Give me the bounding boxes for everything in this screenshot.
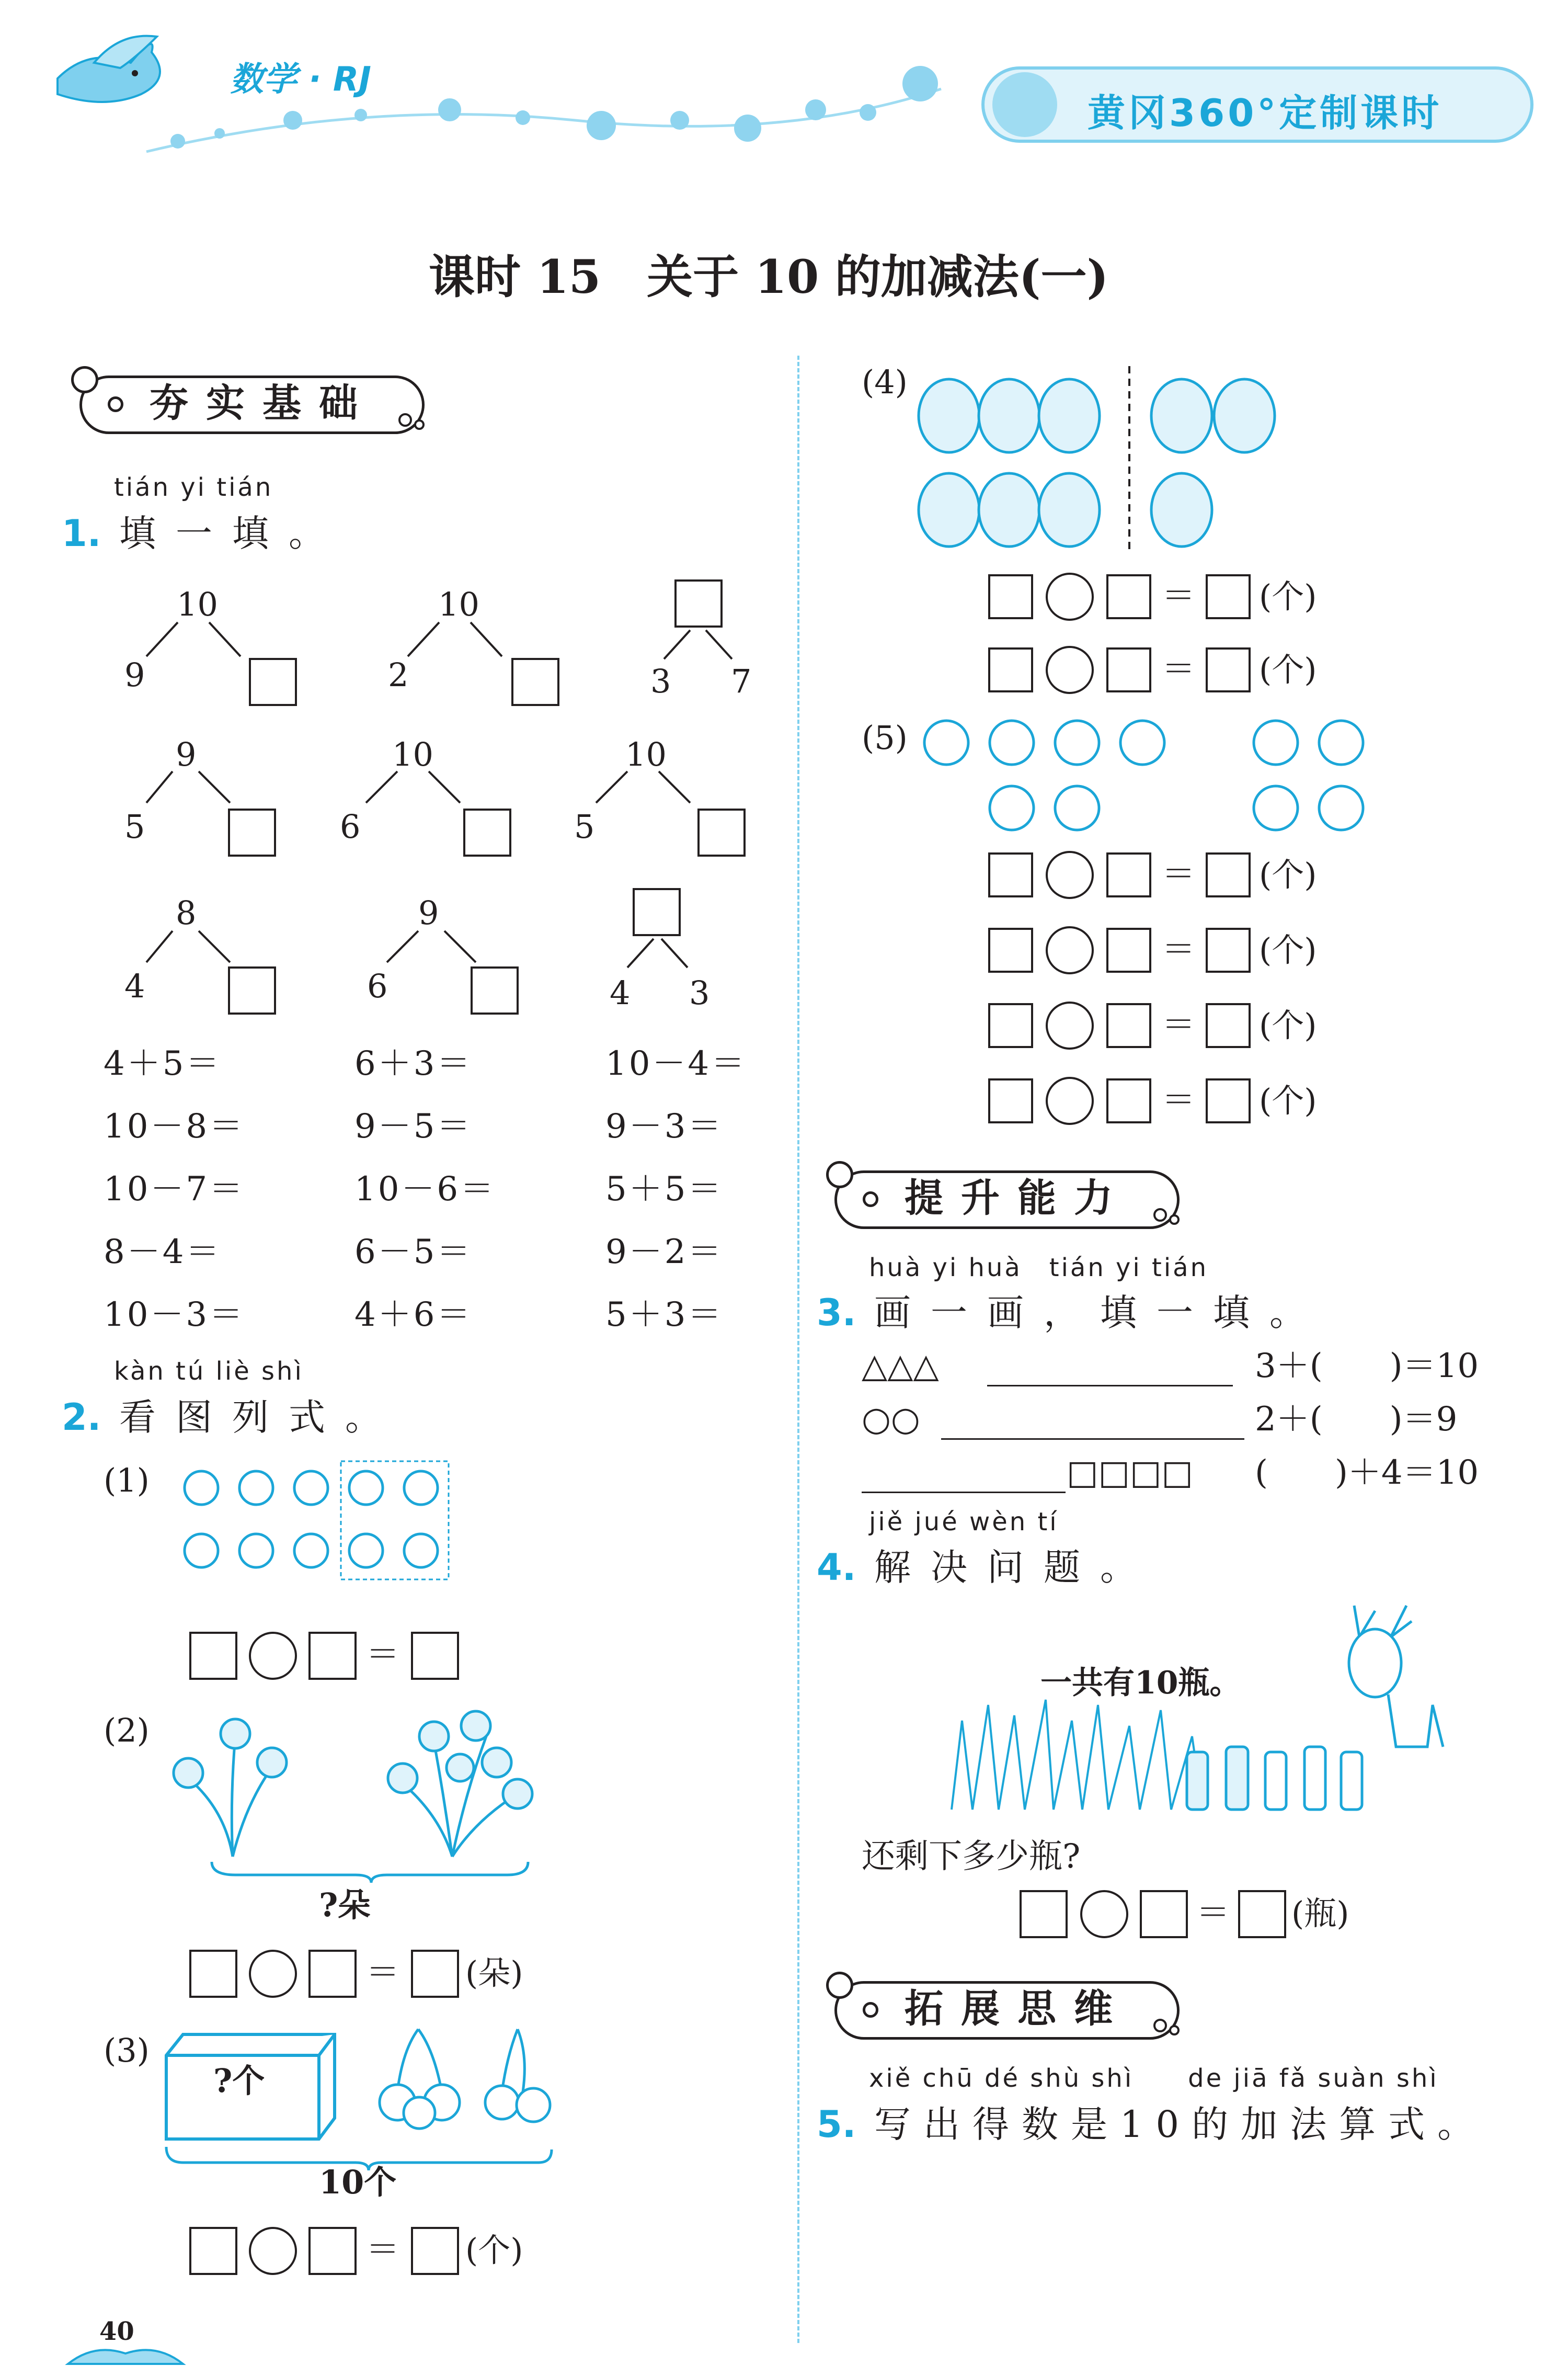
bond-right: 3: [689, 974, 710, 1012]
equals-sign: ＝: [1162, 1006, 1197, 1044]
equation: 2＋( )＝9: [1255, 1400, 1458, 1439]
bond-left: 6: [340, 807, 361, 846]
answer-box[interactable]: [308, 1950, 357, 1998]
equals-sign: ＝: [1162, 855, 1197, 894]
header-subject: 数学 · RJ: [230, 60, 371, 99]
equation: 3＋( )＝10: [1255, 1347, 1479, 1385]
operator-circle[interactable]: [1046, 573, 1094, 621]
equation: 5＋5＝: [605, 1170, 724, 1209]
answer-box[interactable]: [988, 928, 1033, 973]
equals-sign: ＝: [1162, 930, 1197, 969]
equals-sign: ＝: [366, 1635, 402, 1674]
answer-box[interactable]: [249, 658, 297, 706]
answer-line[interactable]: [941, 1438, 1244, 1440]
equation: 5＋3＝: [605, 1295, 724, 1334]
page-title: 课时 15 关于 10 的加减法(一): [429, 249, 1109, 304]
q1-pinyin: tián yi tián: [114, 473, 273, 502]
equals-sign: ＝: [1162, 650, 1197, 689]
part-label: (4): [862, 363, 908, 401]
operator-circle[interactable]: [249, 1632, 297, 1680]
equation: 6＋3＝: [354, 1044, 473, 1083]
answer-box[interactable]: [1206, 647, 1251, 692]
answer-box[interactable]: [308, 1632, 357, 1680]
operator-circle[interactable]: [1046, 1077, 1094, 1125]
watermelons-illustration: [910, 356, 1307, 560]
unit-label: (个): [1259, 1006, 1317, 1044]
equation: 10－3＝: [104, 1295, 245, 1334]
q2-text: 看图列式。: [119, 1396, 402, 1439]
answer-line[interactable]: [987, 1385, 1233, 1386]
bond-top: 9: [418, 894, 439, 932]
operator-circle[interactable]: [1046, 1002, 1094, 1050]
operator-circle[interactable]: [249, 2227, 297, 2275]
answer-box[interactable]: [988, 1003, 1033, 1048]
answer-box[interactable]: [228, 966, 276, 1015]
equation: 10－4＝: [605, 1044, 747, 1083]
equals-sign: ＝: [366, 1953, 402, 1992]
answer-box[interactable]: [511, 658, 559, 706]
answer-box[interactable]: [1140, 1890, 1188, 1938]
unit-label: (瓶): [1291, 1894, 1349, 1932]
bond-left: 4: [124, 967, 145, 1005]
section-header-extend: [826, 1972, 1192, 2045]
answer-box[interactable]: [1106, 1003, 1151, 1048]
bond-left: 5: [124, 807, 145, 846]
operator-circle[interactable]: [249, 1950, 297, 1998]
bond-left: 5: [574, 807, 595, 846]
shapes-row: ○○: [862, 1400, 920, 1439]
answer-box[interactable]: [1106, 1078, 1151, 1123]
bond-top: 8: [176, 894, 197, 932]
equation: 4＋6＝: [354, 1295, 473, 1334]
answer-box[interactable]: [228, 809, 276, 857]
bond-top: 9: [176, 735, 197, 774]
section-label: 夯实基础: [150, 381, 375, 426]
answer-box[interactable]: [1020, 1890, 1068, 1938]
unit-label: (朵): [465, 1954, 523, 1992]
bond-left: 3: [650, 662, 671, 700]
q5-number: 5.: [817, 2103, 856, 2146]
bond-left: 6: [367, 967, 388, 1005]
part-label: (1): [104, 1461, 150, 1499]
q4-pinyin: jiě jué wèn tí: [869, 1507, 1059, 1537]
answer-box[interactable]: [988, 852, 1033, 897]
part-label: (3): [104, 2031, 150, 2069]
speech-text: 一共有10瓶。: [1040, 1665, 1241, 1701]
answer-box[interactable]: [189, 2227, 237, 2275]
grass-bottles-illustration: [941, 1600, 1464, 1820]
equation: 9－2＝: [605, 1233, 724, 1271]
answer-box[interactable]: [189, 1950, 237, 1998]
equation: ( )＋4＝10: [1255, 1453, 1479, 1492]
q4-number: 4.: [817, 1546, 856, 1589]
answer-box[interactable]: [463, 809, 511, 857]
unit-label: (个): [1259, 651, 1317, 689]
part-label: (2): [104, 1711, 150, 1749]
bond-top: 10: [177, 585, 218, 623]
equation: 6－5＝: [354, 1233, 473, 1271]
answer-box[interactable]: [697, 809, 746, 857]
q3-pinyin: huà yi huà tián yi tián: [869, 1253, 1209, 1282]
q3-text: 画一画，填一填。: [874, 1291, 1326, 1334]
equals-sign: ＝: [1162, 1081, 1197, 1120]
answer-box[interactable]: [1206, 852, 1251, 897]
bond-left: 2: [388, 656, 409, 694]
answer-box[interactable]: [1206, 1003, 1251, 1048]
answer-box[interactable]: [633, 888, 681, 936]
operator-circle[interactable]: [1046, 851, 1094, 899]
operator-circle[interactable]: [1046, 926, 1094, 974]
operator-circle[interactable]: [1046, 646, 1094, 694]
box-unknown-label: ?个: [213, 2062, 265, 2100]
equation: 9－5＝: [354, 1107, 473, 1146]
answer-box[interactable]: [471, 966, 519, 1015]
unit-label: (个): [1259, 856, 1317, 894]
answer-box[interactable]: [411, 1950, 459, 1998]
answer-box[interactable]: [308, 2227, 357, 2275]
bond-top: 10: [625, 735, 667, 774]
question-text: 还剩下多少瓶?: [862, 1837, 1081, 1876]
answer-box[interactable]: [411, 2227, 459, 2275]
answer-box[interactable]: [988, 1078, 1033, 1123]
equation: 10－6＝: [354, 1170, 496, 1209]
unit-label: (个): [1259, 931, 1317, 969]
answer-box[interactable]: [988, 647, 1033, 692]
shapes-row: △△△: [862, 1347, 939, 1385]
q2-number: 2.: [62, 1396, 101, 1439]
q1-text: 填一填。: [119, 512, 345, 555]
q5-text: 写出得数是10的加法算式。: [874, 2103, 1487, 2146]
total-label: 10个: [319, 2163, 397, 2201]
operator-circle[interactable]: [1080, 1890, 1128, 1938]
q4-text: 解决问题。: [874, 1546, 1157, 1589]
bond-left: 4: [610, 974, 631, 1012]
bond-top: 10: [438, 585, 479, 623]
answer-box[interactable]: [1106, 574, 1151, 619]
answer-box[interactable]: [1106, 928, 1151, 973]
q3-number: 3.: [817, 1291, 856, 1334]
part-label: (5): [862, 719, 908, 757]
equals-sign: ＝: [1196, 1894, 1232, 1932]
section-label: 提升能力: [905, 1176, 1130, 1221]
equation: 4＋5＝: [104, 1044, 222, 1083]
bond-top: 10: [392, 735, 433, 774]
equals-sign: ＝: [366, 2231, 402, 2269]
unit-label: (个): [1259, 1082, 1317, 1120]
answer-box[interactable]: [1238, 1890, 1286, 1938]
answer-box[interactable]: [1106, 852, 1151, 897]
book-icon: [63, 2338, 188, 2366]
q5-pinyin: xiě chū dé shù shì de jiā fǎ suàn shì: [869, 2064, 1439, 2093]
q1-number: 1.: [62, 512, 101, 555]
answer-line[interactable]: [862, 1492, 1066, 1493]
equation: 10－7＝: [104, 1170, 245, 1209]
answer-box[interactable]: [1106, 647, 1151, 692]
unit-label: (个): [1259, 577, 1317, 616]
q2-pinyin: kàn tú liè shì: [114, 1357, 304, 1386]
answer-box[interactable]: [1206, 928, 1251, 973]
answer-box[interactable]: [411, 1632, 459, 1680]
peaches-illustration: [910, 709, 1380, 845]
section-header-improve: [826, 1161, 1192, 1234]
equals-sign: ＝: [1162, 577, 1197, 616]
equation: 8－4＝: [104, 1233, 222, 1271]
shapes-row: □□□□: [1067, 1453, 1193, 1492]
equation: 9－3＝: [605, 1107, 724, 1146]
answer-box[interactable]: [189, 1632, 237, 1680]
bond-right: 7: [731, 662, 752, 700]
page-number: 40: [99, 2317, 134, 2346]
answer-box[interactable]: [1206, 1078, 1251, 1123]
answer-box[interactable]: [674, 579, 723, 628]
equation: 10－8＝: [104, 1107, 245, 1146]
flowers-illustration: [162, 1705, 559, 1883]
answer-box[interactable]: [1206, 574, 1251, 619]
column-divider: [797, 356, 799, 2343]
section-label: 拓展思维: [905, 1986, 1130, 2031]
unit-label: (个): [465, 2231, 523, 2269]
deer-icon: [1349, 1606, 1443, 1747]
flowers-total-label: ?朵: [319, 1886, 371, 1924]
header-series-title: 黄冈360°定制课时: [1088, 91, 1443, 135]
answer-box[interactable]: [988, 574, 1033, 619]
bond-left: 9: [124, 656, 145, 694]
circles-illustration: [173, 1454, 460, 1590]
